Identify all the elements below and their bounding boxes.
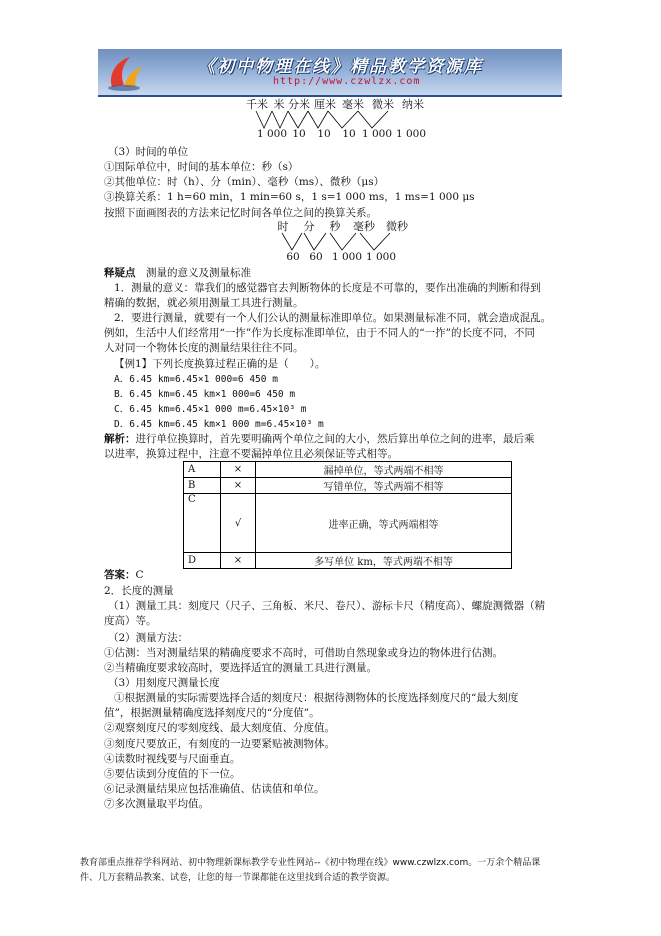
measure-ruler-3: ③刻度尺要放正，有刻度的一边要紧贴被测物体。 (104, 738, 335, 750)
length-conversion-arrows (250, 110, 460, 130)
site-banner (98, 49, 562, 97)
page-footer (80, 856, 600, 886)
site-logo-icon (104, 53, 144, 93)
time-factor: 1 000 (331, 251, 363, 263)
length-unit: 厘米 (314, 98, 336, 111)
example-question-text: 下列长度换算过程正确的是（ ）。 (152, 358, 326, 370)
time-factor: 60 (286, 251, 300, 263)
time-unit: 时 (277, 220, 289, 233)
measure-tools-1: （1）测量工具：刻度尺（尺子、三角板、米尺、卷尺）、游标卡尺（精度高）、螺旋测微器（精 (108, 600, 546, 612)
time-factor-row (284, 251, 398, 263)
footer-line-1: 教育部重点推荐学科网站、初中物理新课标教学专业性网站--《初中物理在线》www.czwlzx.com。一万余个精品课 (80, 858, 541, 868)
explain-p2: 2．要进行测量，就要有一个人们公认的测量标准即单位。如果测量标准不同，就会造成混乱。 (114, 312, 552, 324)
length-factor: 10 (317, 128, 331, 140)
explain-p2c: 人对同一个物体长度的测量结果往往不同。 (104, 342, 304, 354)
answer-line (104, 568, 144, 582)
explain-label: 释疑点 (104, 267, 136, 279)
measure-ruler-1a: ①根据测量的实际需要选择合适的刻度尺：根据待测物体的长度选择刻度尺的“最大刻度 (114, 692, 519, 704)
example-option-a: A．6.45 km=6.45×1 000=6 450 m (114, 374, 278, 385)
measure-heading: 2．长度的测量 (104, 585, 174, 597)
measure-ruler-5: ⑤要估读到分度值的下一位。 (104, 768, 241, 780)
explain-p1: 1．测量的意义：靠我们的感觉器官去判断物体的长度是不可靠的，要作出准确的判断和得到 (114, 282, 541, 294)
table-row (184, 494, 512, 553)
banner-title: 《初中物理在线》精品教学资源库 (198, 57, 483, 77)
table-cell-note: 多写单位 km，等式两端不相等 (256, 553, 512, 569)
measure-ruler-2: ②观察刻度尺的零刻度线、最大刻度值、分度值。 (104, 722, 335, 734)
table-cell-option: A (184, 462, 221, 478)
time-item-2: ②其他单位：时（h）、分（min）、毫秒（ms）、微秒（μs） (104, 176, 385, 188)
length-unit: 毫米 (342, 98, 364, 111)
table-cell-note: 漏掉单位，等式两端不相等 (256, 462, 512, 478)
time-factor: 60 (309, 251, 323, 263)
banner-url[interactable]: http://www.czwlzx.com (273, 76, 421, 87)
analysis-label: 解析： (104, 433, 136, 445)
example-option-c: C．6.45 km=6.45×1 000 m=6.45×10³ m (114, 404, 307, 415)
time-unit: 秒 (329, 220, 341, 233)
footer-line-2: 件、几万套精品教案、试卷，让您的每一节课都能在这里找到合适的教学资源。 (80, 873, 396, 883)
length-unit: 米 (273, 98, 285, 111)
explain-p2b: 例如，生活中人们经常用“一拃”作为长度标准即单位，由于不同人的“一拃”的长度不同，不同 (104, 327, 535, 339)
time-heading: （3）时间的单位 (108, 146, 189, 158)
analysis-line-1 (104, 432, 535, 446)
measure-ruler-1b: 值”，根据测量精确度选择刻度尺的“分度值”。 (104, 707, 320, 719)
measure-tools-2: 度高）等。 (104, 615, 157, 627)
table-row (184, 553, 512, 569)
length-factor: 10 (342, 128, 356, 140)
table-cell-mark: × (221, 462, 256, 478)
length-unit: 千米 (246, 98, 268, 111)
table-cell-option: C (184, 494, 221, 553)
example-label: 【例1】 (114, 358, 153, 370)
table-row (184, 478, 512, 494)
answer-value: C (135, 569, 144, 581)
measure-method-2: ②当精确度要求较高时，要选择适宜的测量工具进行测量。 (104, 662, 377, 674)
explain-heading (104, 266, 251, 280)
example-option-d: D．6.45 km=6.45 km×1 000 m=6.45×10³ m (114, 419, 324, 430)
example-option-b: B．6.45 km=6.45 km×1 000=6 450 m (114, 389, 296, 400)
time-unit: 微秒 (386, 220, 408, 233)
example-question (114, 357, 325, 371)
table-row (184, 462, 512, 478)
length-unit: 微米 (372, 98, 394, 111)
length-factor: 1 000 (395, 128, 427, 140)
measure-method-1: ①估测：当对测量结果的精确度要求不高时，可借助自然现象或身边的物体进行估测。 (104, 647, 503, 659)
answer-label: 答案： (104, 569, 136, 581)
time-factor: 1 000 (365, 251, 397, 263)
explain-title: 测量的意义及测量标准 (146, 267, 251, 279)
table-cell-mark: × (221, 478, 256, 494)
table-cell-mark: × (221, 553, 256, 569)
table-cell-option: D (184, 553, 221, 569)
length-unit: 分米 (288, 98, 310, 111)
table-cell-note: 进率正确，等式两端相等 (256, 494, 512, 553)
length-factor: 1 000 (361, 128, 393, 140)
table-cell-option: B (184, 478, 221, 494)
measure-ruler-7: ⑦多次测量取平均值。 (104, 798, 209, 810)
table-cell-mark: √ (221, 494, 256, 553)
time-conversion-arrows (278, 232, 418, 252)
length-unit: 纳米 (402, 98, 424, 111)
analysis-line-2: 以进率，换算过程中，注意不要漏掉单位且必须保证等式相等。 (104, 448, 398, 460)
time-instruction: 按照下面画图表的方法来记忆时间各单位之间的换算关系。 (104, 207, 377, 219)
measure-methods: （2）测量方法： (108, 632, 189, 644)
analysis-text-1: 进行单位换算时，首先要明确两个单位之间的大小，然后算出单位之间的进率，最后乘 (135, 433, 535, 445)
time-unit: 分 (303, 220, 315, 233)
analysis-table (183, 461, 512, 569)
measure-ruler-heading: （3）用刻度尺测量长度 (108, 677, 220, 689)
time-item-1: ①国际单位中，时间的基本单位：秒（s） (104, 161, 299, 173)
explain-p1b: 精确的数据，就必须用测量工具进行测量。 (104, 297, 304, 309)
measure-ruler-4: ④读数时视线要与尺面垂直。 (104, 753, 241, 765)
time-item-3: ③换算关系：1 h=60 min，1 min=60 s，1 s=1 000 ms，1 ms=1 000 μs (104, 191, 475, 203)
length-factor: 10 (292, 128, 306, 140)
length-factor: 1 000 (256, 128, 288, 140)
length-factor-row (256, 128, 428, 140)
time-unit: 毫秒 (353, 220, 375, 233)
measure-ruler-6: ⑥记录测量结果应包括准确值、估读值和单位。 (104, 783, 325, 795)
table-cell-note: 写错单位，等式两端不相等 (256, 478, 512, 494)
